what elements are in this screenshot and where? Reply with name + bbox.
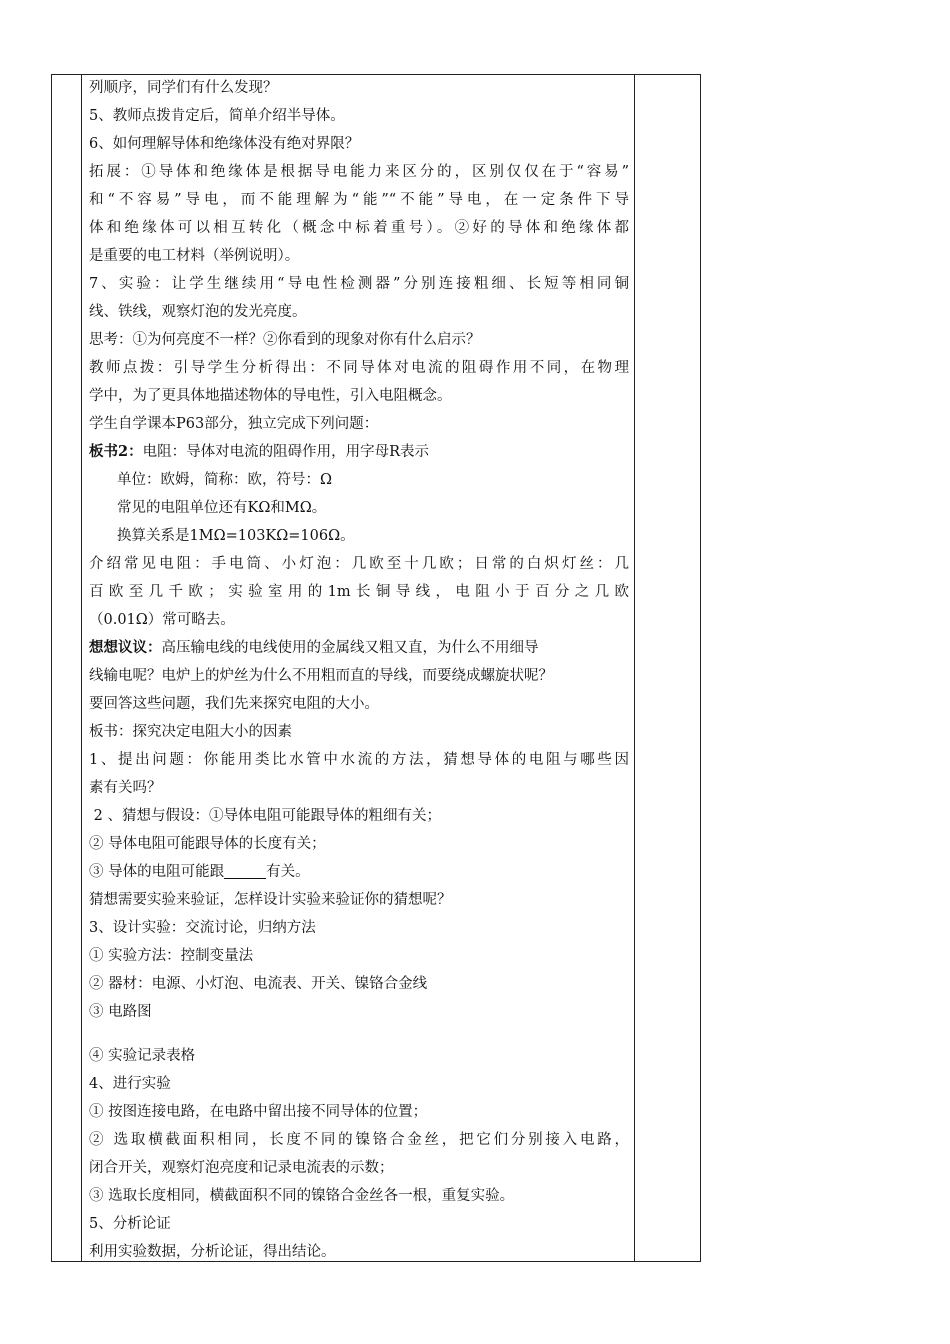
- text-line: ③ 选取长度相同，横截面积不同的镍铬合金丝各一根，重复实验。: [89, 1188, 515, 1204]
- text-line: ③ 电路图: [89, 1004, 152, 1020]
- text-line: 猜想需要实验来验证，怎样设计实验来验证你的猜想呢？: [89, 892, 452, 908]
- text-line: 5、分析论证: [89, 1216, 171, 1232]
- text-line: 1、提出问题：你能用类比水管中水流的方法，猜想导体的电阻与哪些因: [89, 752, 629, 768]
- discussion-line: [89, 634, 629, 662]
- text-line: 常见的电阻单位还有KΩ和MΩ。: [117, 500, 327, 516]
- board-label: 板书2：: [89, 443, 143, 460]
- text-line: ④ 实验记录表格: [89, 1048, 196, 1064]
- text-line: 板书：探究决定电阻大小的因素: [89, 724, 292, 740]
- text-line: 利用实验数据，分析论证，得出结论。: [89, 1244, 336, 1260]
- text-line: 6、如何理解导体和绝缘体没有绝对界限？: [89, 136, 360, 152]
- discussion-label: 想想议议：: [89, 639, 162, 656]
- text-span: 高压输电线的电线使用的金属线又粗又直，为什么不用细导: [161, 640, 539, 656]
- spacer: [89, 1026, 629, 1042]
- text-line: 2 、猜想与假设：①导体电阻可能跟导体的粗细有关；: [89, 808, 441, 824]
- text-line: ① 实验方法：控制变量法: [89, 948, 254, 964]
- text-line: 线、铁线，观察灯泡的发光亮度。: [89, 304, 307, 320]
- right-column-divider: [634, 75, 635, 1261]
- text-span: 有关。: [266, 864, 310, 880]
- text-line: 5、教师点拨肯定后，简单介绍半导体。: [89, 108, 345, 124]
- text-line: ② 导体电阻可能跟导体的长度有关；: [89, 836, 326, 852]
- text-line: 单位：欧姆，简称：欧，符号：Ω: [117, 472, 333, 488]
- text-line: 百欧至几千欧；实验室用的1m长铜导线，电阻小于百分之几欧: [89, 584, 629, 600]
- text-line: 要回答这些问题，我们先来探究电阻的大小。: [89, 696, 379, 712]
- text-span: ③ 导体的电阻可能跟: [89, 864, 225, 880]
- text-line: （0.01Ω）常可略去。: [89, 612, 235, 628]
- text-line: 4、进行实验: [89, 1076, 171, 1092]
- text-line: 是重要的电工材料（举例说明）。: [89, 248, 300, 264]
- text-line: 和“不容易”导电，而不能理解为“能”“不能”导电，在一定条件下导: [89, 192, 629, 208]
- text-line: 介绍常见电阻：手电筒、小灯泡：几欧至十几欧；日常的白炽灯丝：几: [89, 556, 629, 572]
- text-line: ② 选取横截面积相同，长度不同的镍铬合金丝，把它们分别接入电路，: [89, 1132, 629, 1148]
- text-line: 线输电呢？电炉上的炉丝为什么不用粗而直的导线，而要绕成螺旋状呢？: [89, 668, 553, 684]
- fill-blank-line: [89, 858, 629, 886]
- text-line: 换算关系是1MΩ=103KΩ=106Ω。: [117, 528, 355, 544]
- text-line: 学中，为了更具体地描述物体的导电性，引入电阻概念。: [89, 388, 452, 404]
- text-span: 电阻：导体对电流的阻碍作用，用字母R表示: [142, 444, 430, 460]
- left-column-divider: [81, 75, 82, 1261]
- text-line: 7、实验：让学生继续用“导电性检测器”分别连接粗细、长短等相同铜: [89, 276, 629, 292]
- lesson-content: [89, 74, 629, 1266]
- text-line: ② 器材：电源、小灯泡、电流表、开关、镍铬合金线: [89, 976, 428, 992]
- text-line: 思考：①为何亮度不一样？②你看到的现象对你有什么启示？: [89, 332, 481, 348]
- text-line: 教师点拨：引导学生分析得出：不同导体对电流的阻碍作用不同，在物理: [89, 360, 629, 376]
- text-line: 素有关吗？: [89, 780, 162, 796]
- text-line: 3、设计实验：交流讨论，归纳方法: [89, 920, 316, 936]
- text-line: 列顺序，同学们有什么发现？: [89, 80, 278, 96]
- board-note-2: [89, 438, 629, 466]
- text-line: 学生自学课本P63部分，独立完成下列问题：: [89, 416, 379, 432]
- text-line: ① 按图连接电路，在电路中留出接不同导体的位置；: [89, 1104, 428, 1120]
- text-line: 闭合开关，观察灯泡亮度和记录电流表的示数；: [89, 1160, 394, 1176]
- answer-blank: [224, 862, 266, 879]
- text-line: 体和绝缘体可以相互转化（概念中标着重号）。②好的导体和绝缘体都: [89, 220, 629, 236]
- text-line: 拓展：①导体和绝缘体是根据导电能力来区分的，区别仅仅在于“容易”: [89, 164, 629, 180]
